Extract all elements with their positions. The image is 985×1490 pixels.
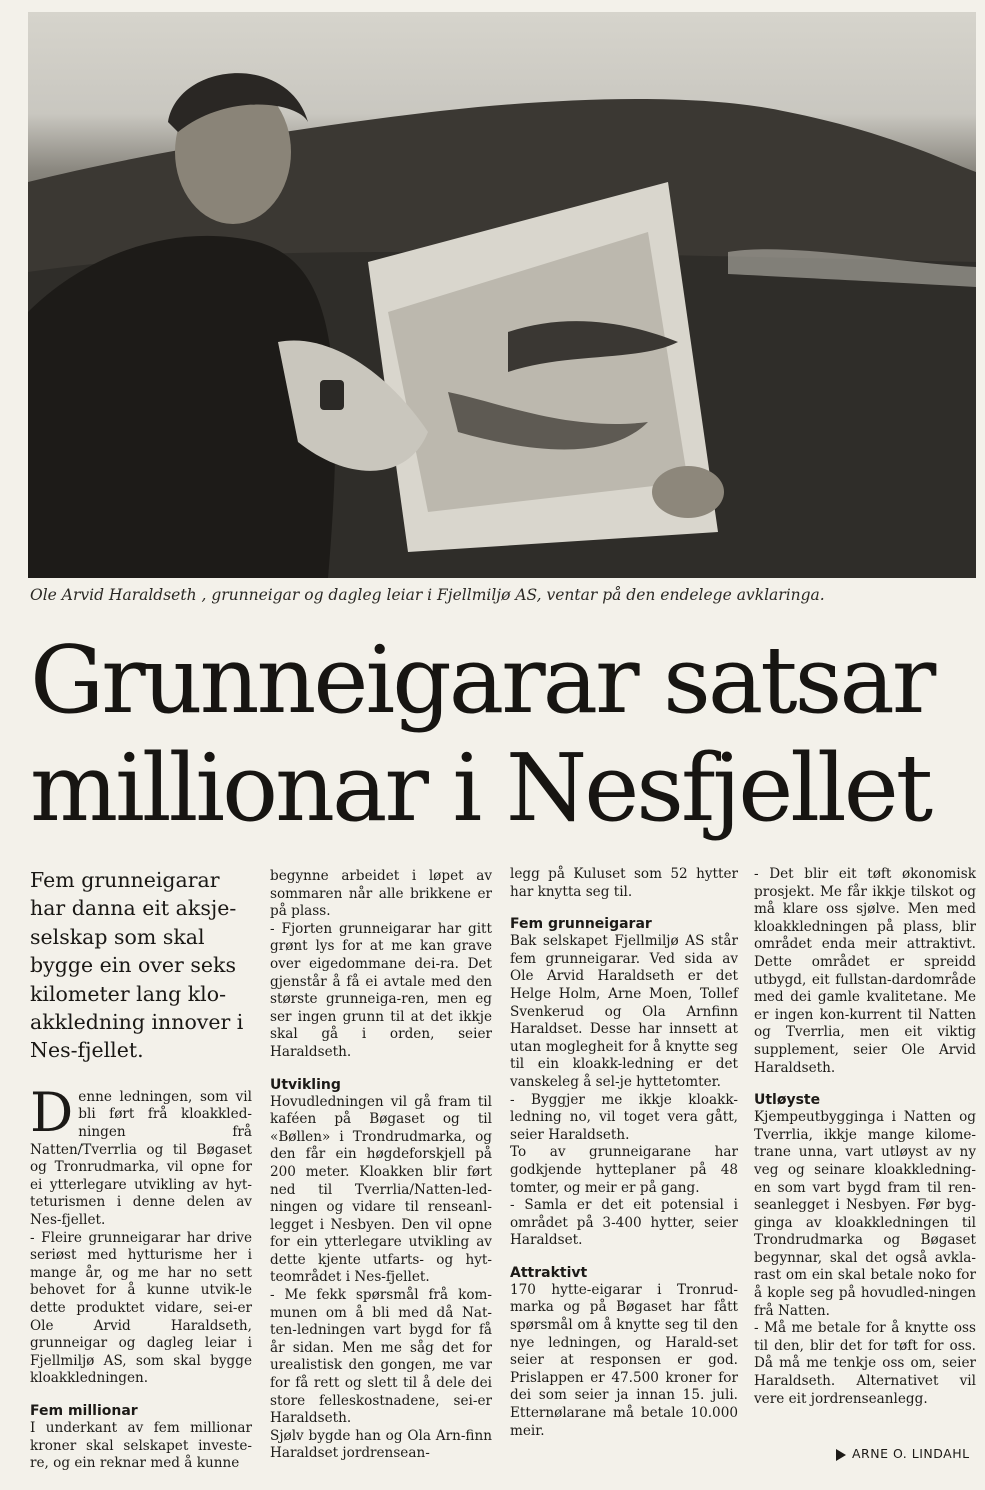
- body-paragraph: - Fleire grunneigarar har drive seriøst med hytturisme her i mange år, og me har no sett behovet for å kunne utvik-le dette produktet vidare, sei-er Ole Arvid Haraldseth, grunneigar og dagleg leiar i Fjellmiljø AS, som skal bygge kloakkledningen.: [30, 1229, 252, 1387]
- column-4: [754, 866, 976, 1408]
- body-paragraph: Denne ledningen, som vil bli ført frå kloakkled-ningen frå Natten/Tverrlia og til Bøgaset og Tronrudmarka, vil opne for ei ytterlegare utvikling av hyt-teturismen i denne delen av Nes-fjellet.: [30, 1080, 252, 1228]
- body-paragraph: I underkant av fem millionar kroner skal selskapet investe-re, og ein reknar med å kunne: [30, 1419, 252, 1472]
- subheading: Fem millionar: [30, 1402, 138, 1419]
- body-paragraph: - Det blir eit tøft økonomisk prosjekt. Me får ikkje tilskot og må klare oss sjølve. Men med kloakkledningen på plass, blir området enda meir attraktivt. Dette området er spreidd utbygd, eit fullstan-dardområde med dei gamle kvalitetane. Me er ingen kon-kurrent til Natten og Tverrlia, men eit viktig supplement, seier Ole Arvid Haraldseth.: [754, 866, 976, 1076]
- lead-paragraph: Fem grunneigarar har danna eit aksje-selskap som skal bygge ein over seks kilometer lang klo-akkledning innover i Nes-fjellet.: [30, 868, 244, 1063]
- body-paragraph: begynne arbeidet i løpet av sommaren når alle brikkene er på plass.: [270, 868, 492, 920]
- photo-of-man-holding-map-icon: [28, 12, 976, 578]
- body-paragraph: Hovudledningen vil gå fram til kaféen på Bøgaset og til «Bøllen» i Trondrudmarka, og den får ein høgdeforskjell på 200 meter. Kloakken blir ført ned til Tverrlia/Natten-led-ningen og vidare til renseanl-legget i Nesbyen. Den vil opne for ein ytterlegare utvikling av dette kjente utfarts- og hyt-teområdet i Nes-fjellet.: [270, 1093, 492, 1286]
- headline-line-2: millionar i Nesfjellet: [30, 734, 931, 842]
- body-paragraph: Bak selskapet Fjellmiljø AS står fem grunneigarar. Ved sida av Ole Arvid Haraldseth er det Helge Holm, Arne Moen, Tollef Svenkerud og Ola Arnfinn Haraldset. Desse har innsett at utan moglegheit for å knytte seg til ein kloakk-ledning er det vanskeleg å sel-je hyttetomter.: [510, 933, 738, 1090]
- subheading: Utløyste: [754, 1092, 821, 1109]
- photo-caption: Ole Arvid Haraldseth , grunneigar og dagleg leiar i Fjellmiljø AS, ventar på den endelege avklaringa.: [30, 586, 825, 604]
- body-paragraph: - Byggjer me ikkje kloakk-ledning no, vil toget vera gått, seier Haraldseth.: [510, 1091, 738, 1143]
- subheading: Utvikling: [270, 1076, 341, 1093]
- column-2: [270, 868, 492, 1463]
- column-1: [30, 866, 252, 1473]
- byline: ARNE O. LINDAHL: [836, 1446, 970, 1461]
- body-paragraph: legg på Kuluset som 52 hytter har knytta seg til.: [510, 866, 738, 900]
- column-3: [510, 866, 738, 1440]
- drop-cap: D: [30, 1080, 74, 1144]
- triangle-arrow-icon: [836, 1449, 846, 1461]
- subheading: Attraktivt: [510, 1264, 588, 1281]
- body-paragraph: - Samla er det eit potensial i området på 3-400 hytter, seier Haraldset.: [510, 1197, 738, 1249]
- headline: [30, 626, 960, 842]
- body-paragraph: Kjempeutbygginga i Natten og Tverrlia, ikkje mange kilome-trane unna, vart utløyst av ny veg og seinare kloakkledning-en som vart bygd fram til ren-seanlegget i Nesbyen. Før byg-ginga av kloakkledningen til Trondrudmarka og Bøgaset begynnar, skal det også avkla-rast om ein skal betale noko for å kople seg på hovudled-ningen frå Natten.: [754, 1109, 976, 1319]
- subheading: Fem grunneigarar: [510, 916, 652, 933]
- body-paragraph: 170 hytte-eigarar i Tronrud-marka og på Bøgaset har fått spørsmål om å knytte seg til den nye ledningen, og Harald-set seier at responsen er god. Prislappen er 47.500 kroner for dei som seier ja innan 15. juli. Etternølarane må betale 10.000 meir.: [510, 1281, 738, 1439]
- body-paragraph: - Fjorten grunneigarar har gitt grønt lys for at me kan grave over eigedommane dei-ra. Det gjenstår å få ei avtale med den største grunneiga-ren, men eg ser ingen grunn til at det ikkje skal gå i orden, seier Haraldseth.: [270, 920, 492, 1060]
- body-paragraph: - Me fekk spørsmål frå kom-munen om å bli med då Nat-ten-ledningen vart bygd for få år sidan. Men me såg det for urealistisk den gongen, me var for få rett og slett til å dele dei store felleskostnadene, sei-er Haraldseth.: [270, 1287, 492, 1427]
- article-photo: [28, 12, 976, 578]
- headline-line-1: Grunneigarar satsar: [30, 626, 934, 734]
- body-paragraph: Sjølv bygde han og Ola Arn-finn Haraldset jordrensean-: [270, 1427, 492, 1462]
- body-paragraph: - Må me betale for å knytte oss til den, blir det for tøft for oss. Då må me tenkje oss om, seier Haraldseth. Alternativet vil vere eit jordrenseanlegg.: [754, 1320, 976, 1407]
- body-paragraph: To av grunneigarane har godkjende hytteplaner på 48 tomter, og meir er på gang.: [510, 1144, 738, 1196]
